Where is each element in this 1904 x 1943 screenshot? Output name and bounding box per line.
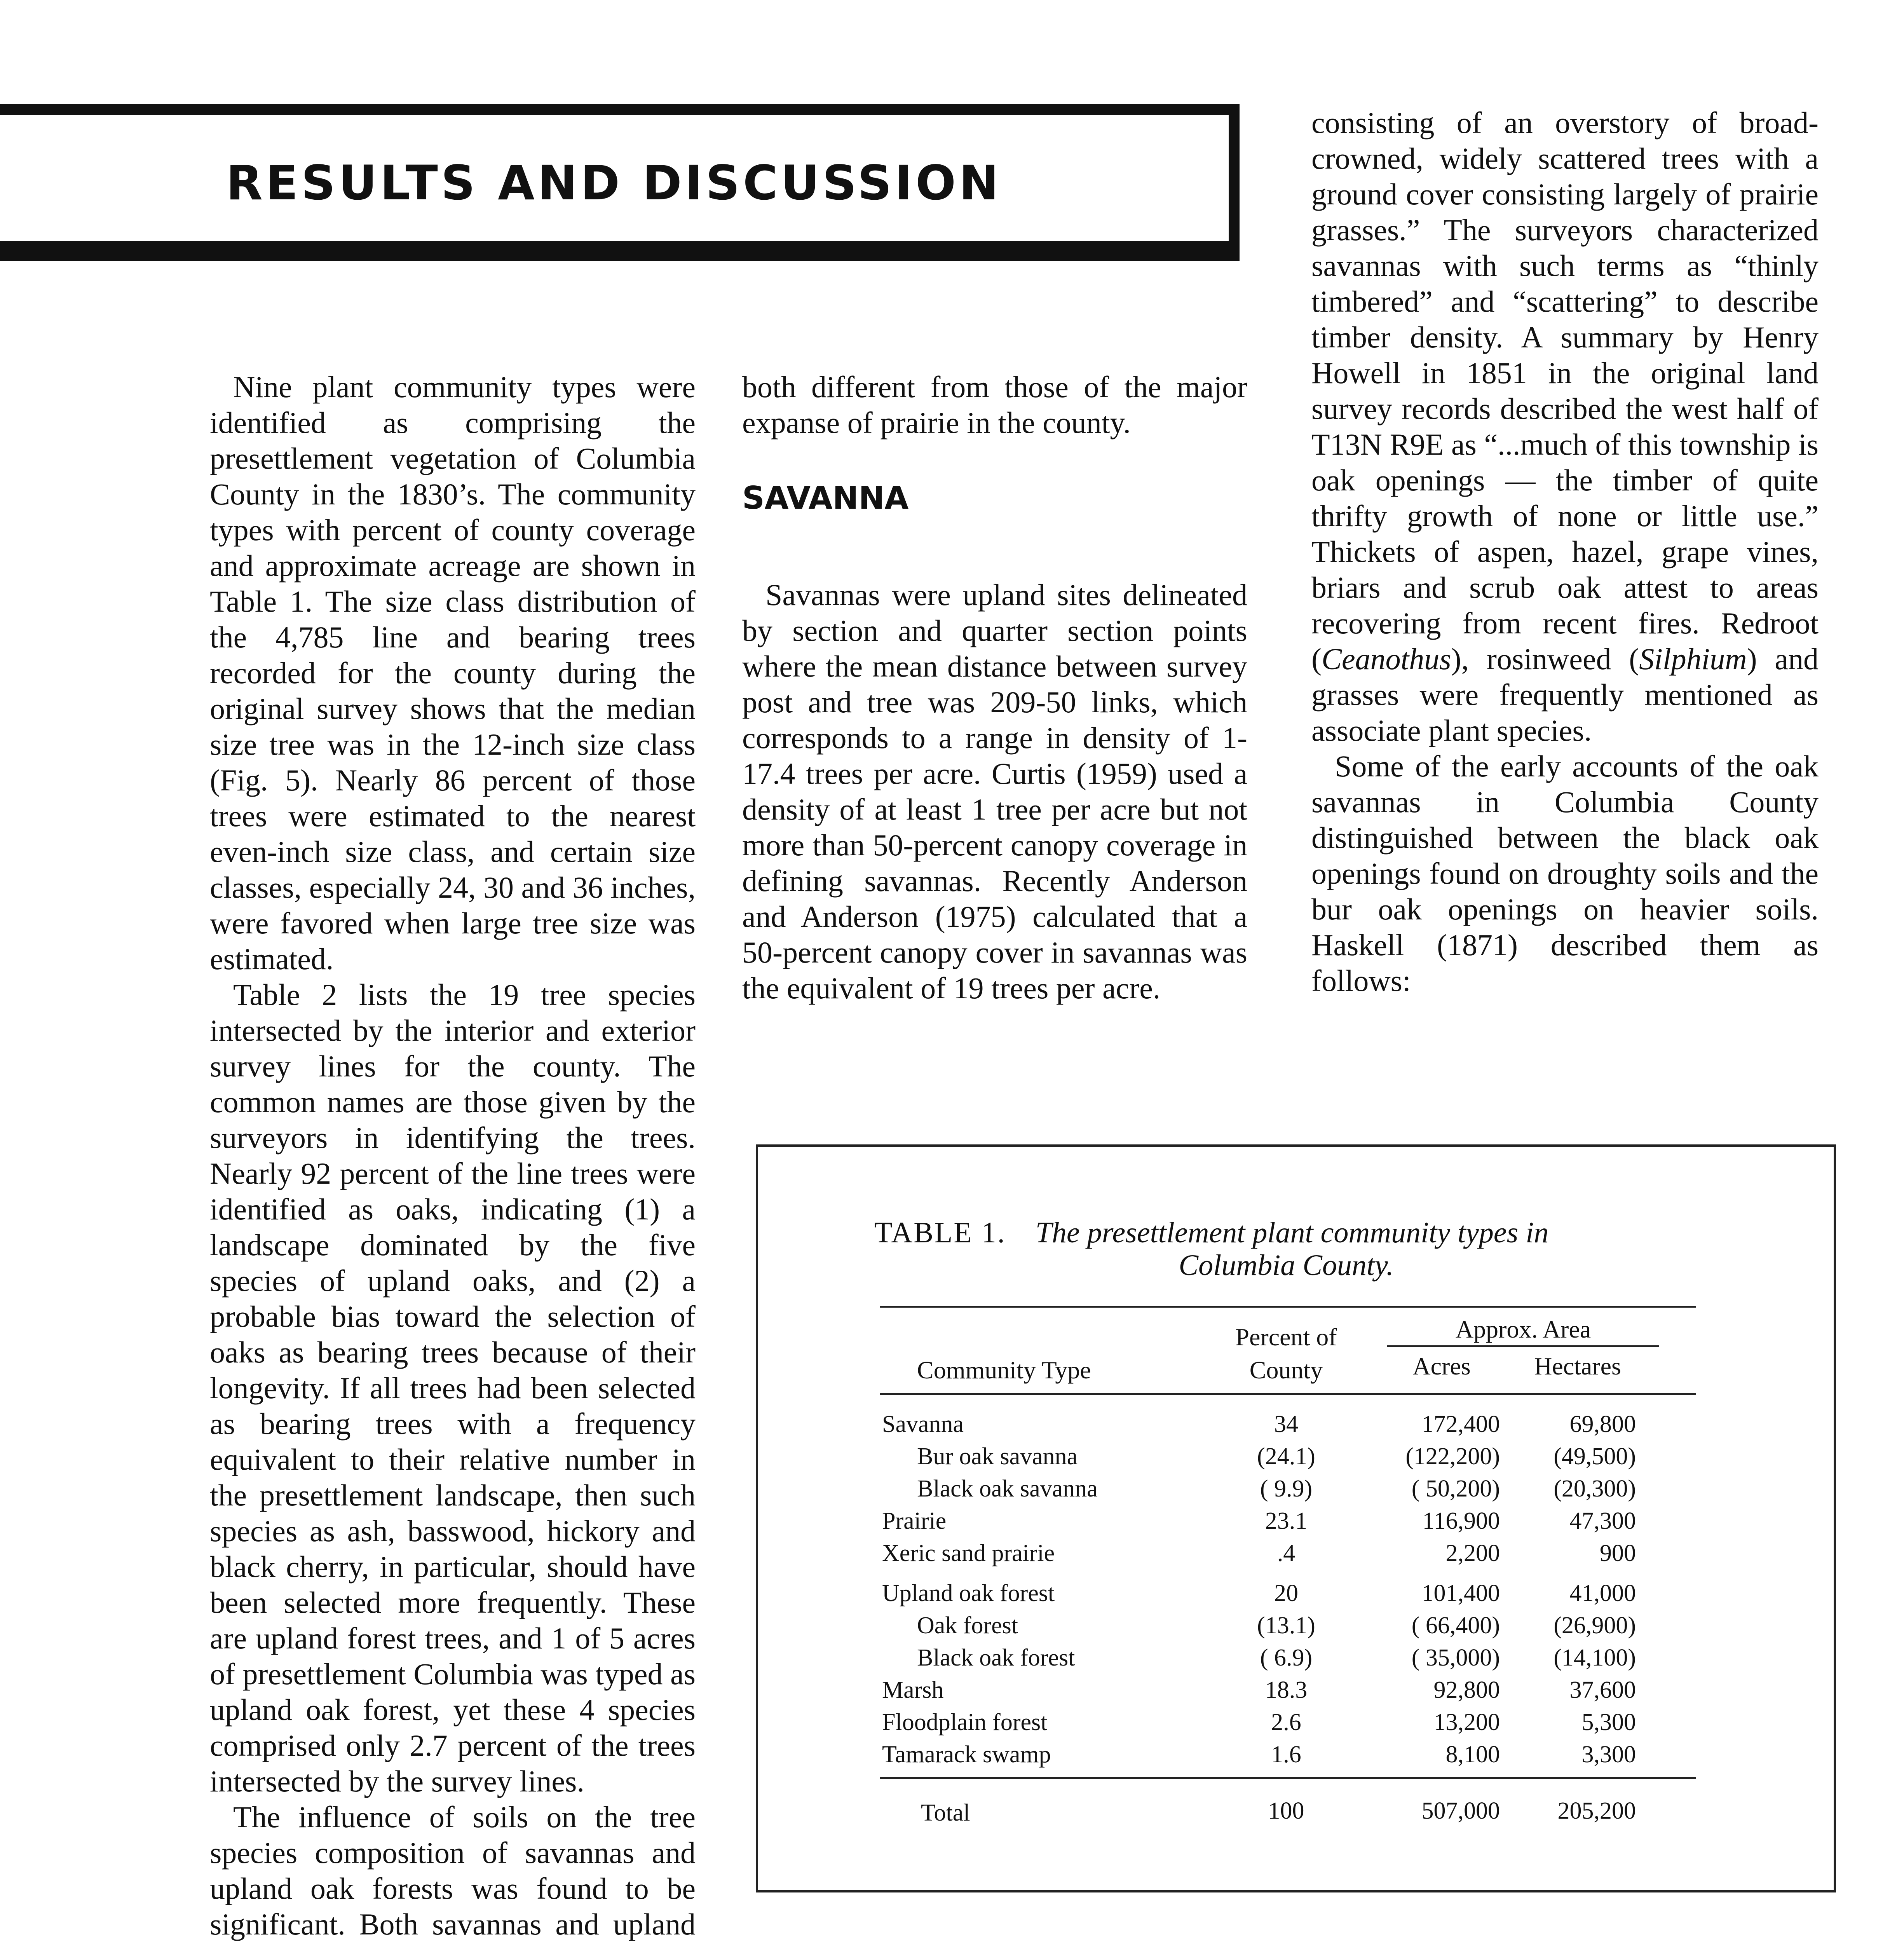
table-cell-percent: .4 [1277, 1540, 1295, 1566]
paragraph: Table 2 lists the 19 tree species intersected by the interior and exterior survey lines for the county. The common names are those given by the surveyors in identifying the trees. Nearly 92 percent of the line trees were identified as oaks, indicating (1) a landscape dominated by the five species of upland oaks, and (2) a probable bias toward the selection of oaks as bearing trees because of their longevity. If all trees had been selected as bearing trees with a frequency equivalent to their relative number in the presettlement landscape, then such species as ash, basswood, hickory and black cherry, in particular, should have been selected more frequently. These are upland forest trees, and 1 of 5 acres of presettlement Columbia was typed as upland oak forest, yet these 4 species comprised only 2.7 percent of the trees intersected by the survey lines. [210, 978, 696, 1798]
table-cell-hectares: (20,300) [1554, 1476, 1636, 1502]
table-cell-acres: 2,200 [1445, 1540, 1500, 1566]
total-label: Total [921, 1800, 970, 1826]
middle-column-top [742, 369, 1247, 441]
header-community-type: Community Type [917, 1356, 1091, 1384]
table-cell-percent: ( 6.9) [1260, 1645, 1313, 1671]
paragraph: The influence of soils on the tree species composition of savannas and upland oak forests was found to be significant. Both savannas and upland [210, 1800, 696, 1941]
middle-column-savanna [742, 577, 1247, 1006]
table-cell-acres: 13,200 [1433, 1709, 1500, 1735]
table-rule-header [880, 1393, 1696, 1395]
table-cell-percent: (24.1) [1257, 1443, 1315, 1470]
table-cell-acres: 101,400 [1421, 1580, 1500, 1606]
table-cell-community: Savanna [882, 1411, 964, 1437]
header-hectares: Hectares [1534, 1352, 1621, 1380]
table-cell-percent: 18.3 [1265, 1677, 1308, 1703]
table-cell-community: Floodplain forest [882, 1709, 1048, 1735]
paragraph: Some of the early accounts of the oak savannas in Columbia County distinguished between the black oak openings found on droughty soils and the bur oak openings on heavier soils. Haskell (1871) described them as follows: [1311, 749, 1819, 998]
table-cell-acres: 116,900 [1422, 1508, 1500, 1534]
table-cell-community: Oak forest [917, 1612, 1018, 1639]
table-cell-hectares: 37,600 [1569, 1677, 1636, 1703]
table-cell-hectares: (14,100) [1554, 1645, 1636, 1671]
table-cell-community: Marsh [882, 1677, 944, 1703]
header-acres: Acres [1412, 1352, 1471, 1380]
table-cell-hectares: 47,300 [1569, 1508, 1636, 1534]
table-cell-percent: 20 [1274, 1580, 1298, 1606]
header-percent: Percent of [1235, 1323, 1337, 1351]
table-rule-area [1387, 1345, 1659, 1347]
table-cell-hectares: 69,800 [1569, 1411, 1636, 1437]
table-rule-bottom [880, 1777, 1696, 1779]
table-cell-hectares: (49,500) [1554, 1443, 1636, 1470]
table-cell-acres: 172,400 [1421, 1411, 1500, 1437]
table-cell-percent: 23.1 [1265, 1508, 1308, 1534]
table-cell-hectares: (26,900) [1554, 1612, 1636, 1639]
paragraph: both different from those of the major expanse of prairie in the county. [742, 370, 1247, 440]
table-cell-acres: ( 66,400) [1411, 1612, 1500, 1639]
table-cell-percent: (13.1) [1257, 1612, 1315, 1639]
total-acres: 507,000 [1421, 1798, 1500, 1824]
paragraph: Savannas were upland sites delineated by section and quarter section points where the mean distance between survey post and tree was 209-50 links, which corresponds to a range in density of 1-17.4 trees per acre. Curtis (1959) used a density of at least 1 tree per acre but not more than 50-percent canopy coverage in defining savannas. Recently Anderson and Anderson (1975) calculated that a 50-percent canopy cover in savannas was the equivalent of 19 trees per acre. [742, 578, 1247, 1005]
table-caption: TABLE 1. The presettlement plant community types in Columbia County. [874, 1216, 1549, 1282]
table-cell-community: Black oak savanna [917, 1476, 1098, 1502]
table-cell-percent: 34 [1274, 1411, 1298, 1437]
table-cell-hectares: 900 [1600, 1540, 1636, 1566]
table-cell-community: Prairie [882, 1508, 947, 1534]
table-cell-acres: (122,200) [1405, 1443, 1500, 1470]
table-cell-acres: 92,800 [1433, 1677, 1500, 1703]
table-cell-acres: ( 50,200) [1411, 1476, 1500, 1502]
table-cell-community: Tamarack swamp [882, 1741, 1051, 1768]
table-cell-hectares: 5,300 [1581, 1709, 1636, 1735]
table-cell-community: Black oak forest [917, 1645, 1075, 1671]
left-column [210, 369, 696, 1943]
table-cell-percent: 2.6 [1271, 1709, 1301, 1735]
header-approx-area: Approx. Area [1455, 1315, 1591, 1343]
table-cell-community: Xeric sand prairie [882, 1540, 1055, 1566]
table-cell-acres: 8,100 [1445, 1741, 1500, 1768]
table-cell-hectares: 41,000 [1569, 1580, 1636, 1606]
total-percent: 100 [1268, 1798, 1304, 1824]
section-heading: RESULTS AND DISCUSSION [226, 155, 1002, 211]
paragraph: Nine plant community types were identified as comprising the presettlement vegetation of Columbia County in the 1830’s. The community types with percent of county coverage and approximate acreage are shown in Table 1. The size class distribution of the 4,785 line and bearing trees recorded for the county during the original survey shows that the median size tree was in the 12-inch size class (Fig. 5). Nearly 86 percent of those trees were estimated to the nearest even-inch size class, and certain size classes, especially 24, 30 and 36 inches, were favored when large tree size was estimated. [210, 370, 696, 976]
table-cell-percent: 1.6 [1271, 1741, 1301, 1768]
total-hectares: 205,200 [1557, 1798, 1636, 1824]
table-cell-hectares: 3,300 [1581, 1741, 1636, 1768]
header-county: County [1249, 1356, 1323, 1384]
table-cell-percent: ( 9.9) [1260, 1476, 1313, 1502]
subheading-savanna: SAVANNA [742, 480, 909, 516]
table-cell-community: Upland oak forest [882, 1580, 1055, 1606]
table-cell-acres: ( 35,000) [1411, 1645, 1500, 1671]
table-rule-top [880, 1306, 1696, 1308]
right-column-top [1311, 105, 1819, 999]
paragraph: consisting of an overstory of broad-crowned, widely scattered trees with a ground cover consisting largely of prairie grasses.” The surveyors characterized savannas with such terms as “thinly timbered” and “scattering” to describe timber density. A summary by Henry Howell in 1851 in the original land survey records described the west half of T13N R9E as “...much of this township is oak openings — the timber of quite thrifty growth of none or little use.” Thickets of aspen, hazel, grape vines, briars and scrub oak attest to areas recovering from recent fires. Redroot (Ceanothus), rosinweed (Silphium) and grasses were frequently mentioned as associate plant species. [1311, 106, 1819, 747]
table-cell-community: Bur oak savanna [917, 1443, 1078, 1470]
